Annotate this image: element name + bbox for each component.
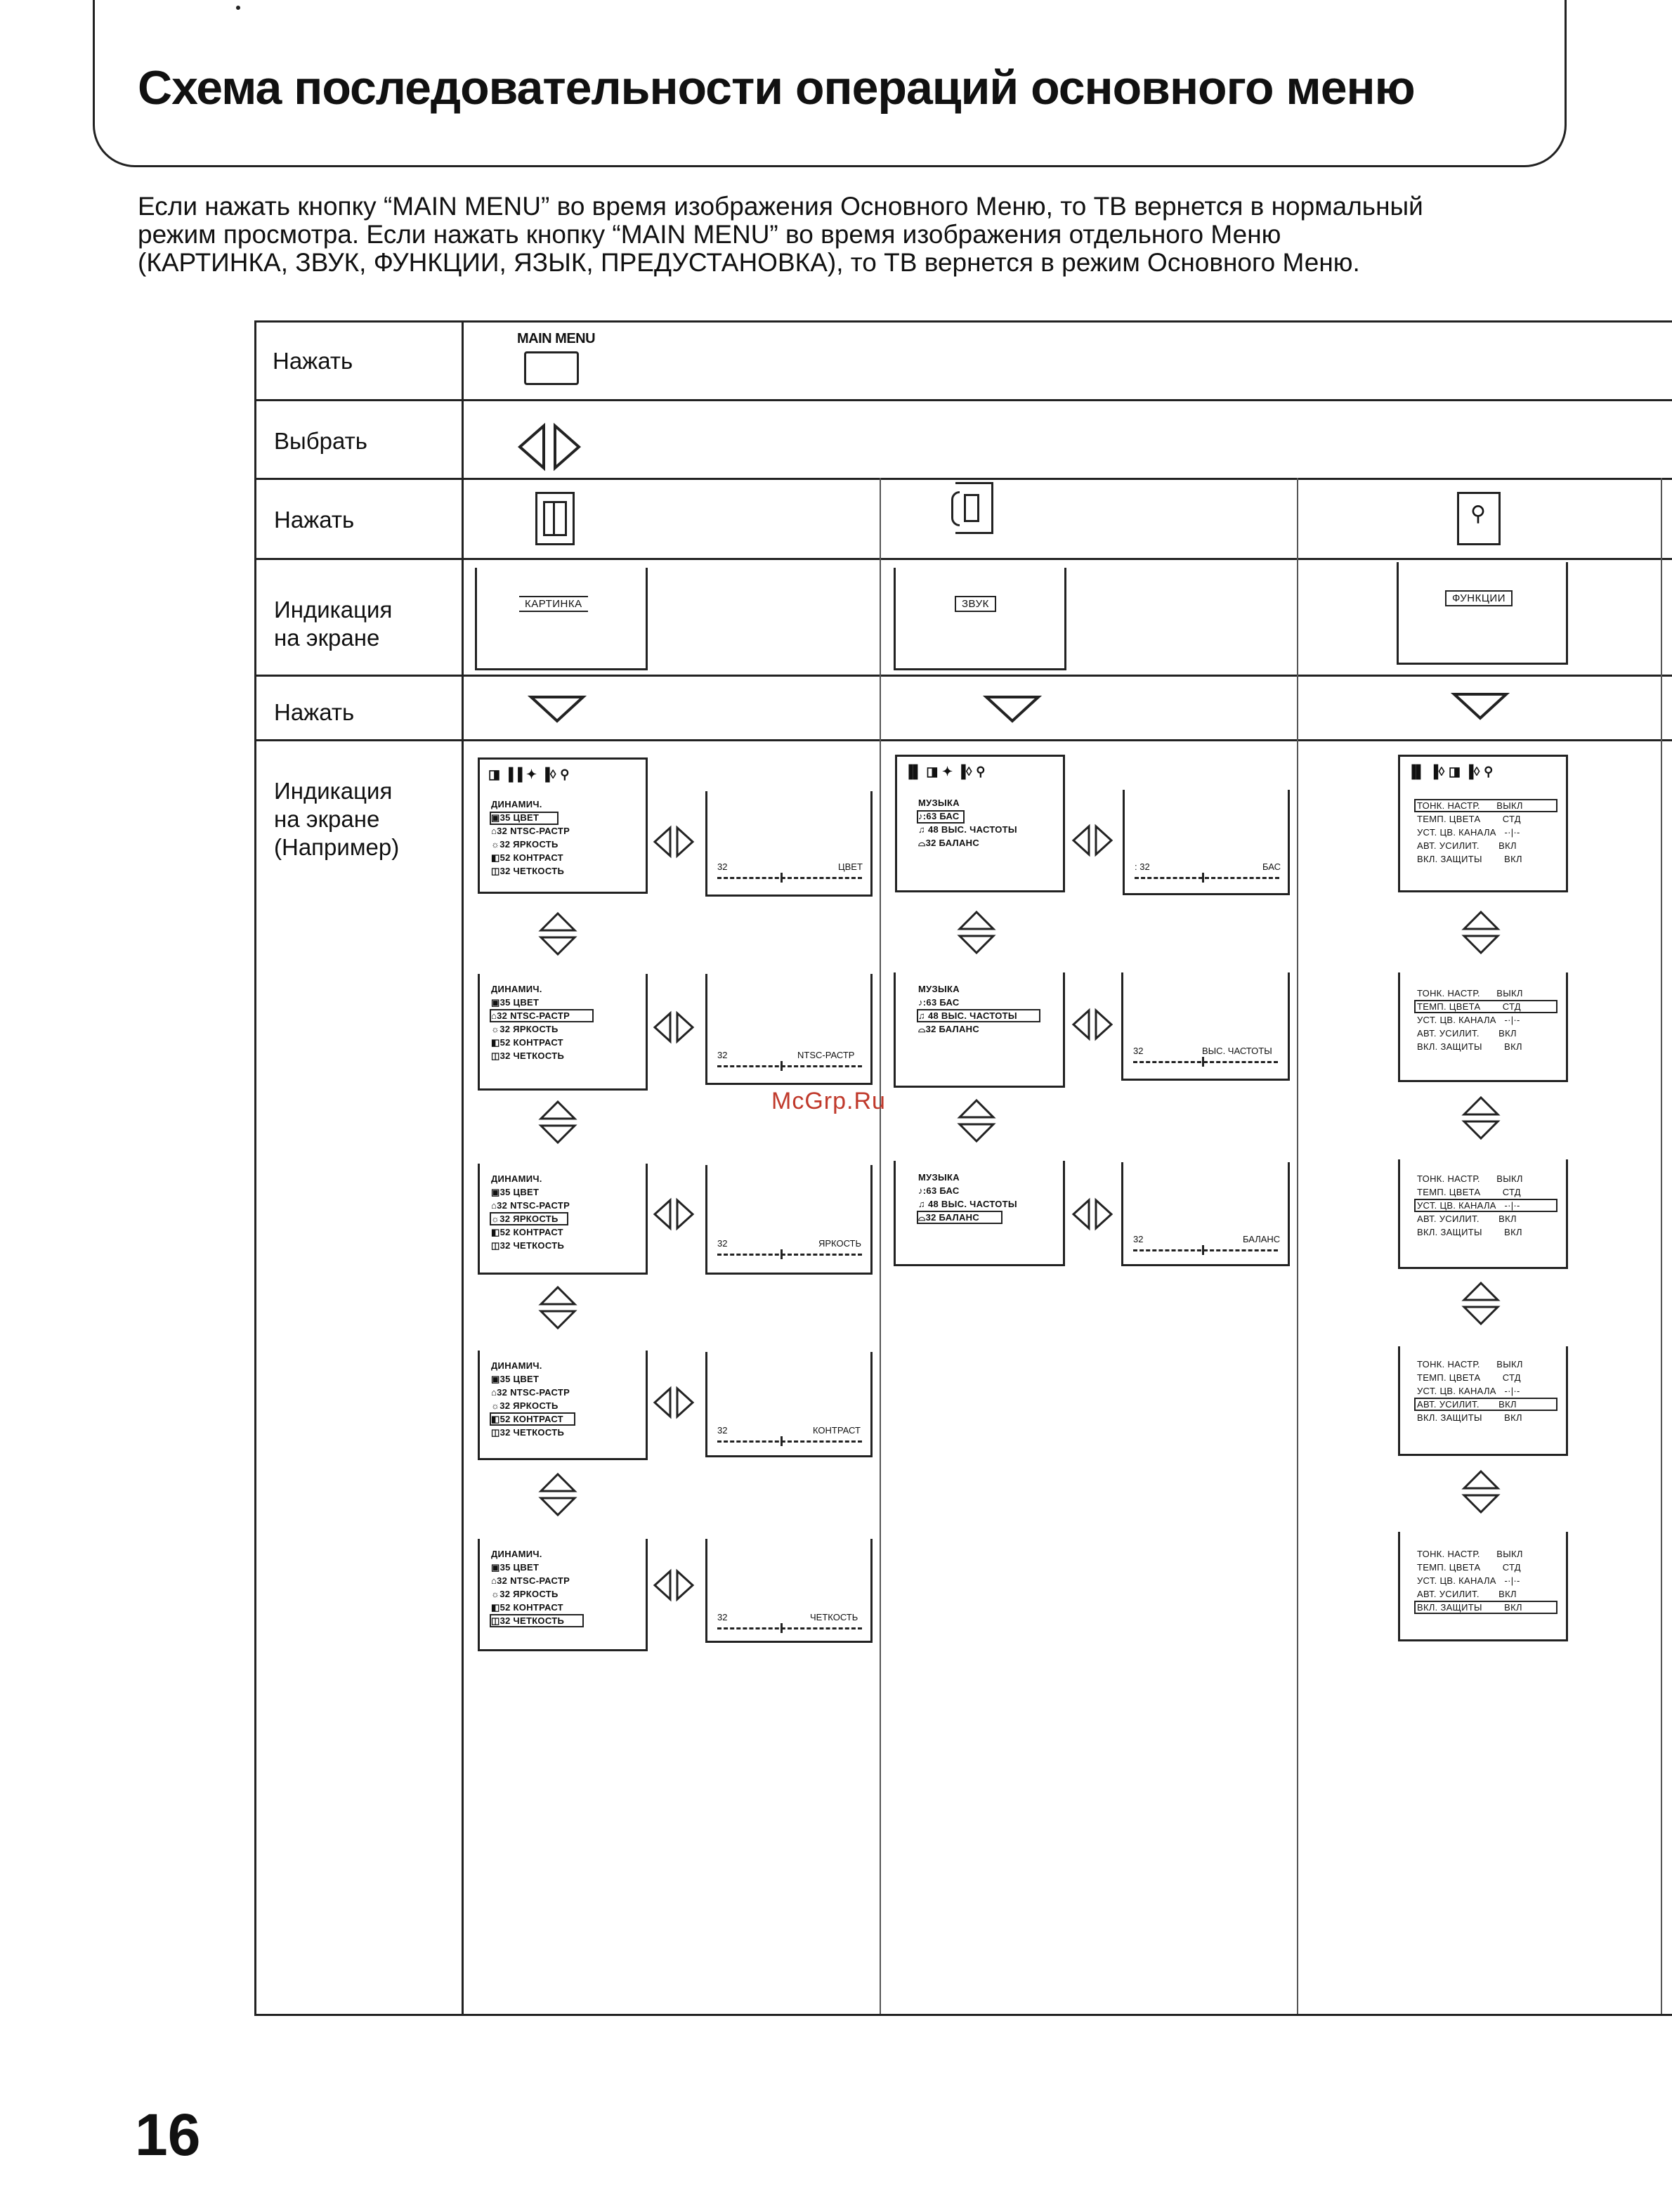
picture-adjust-screen [705,974,873,1085]
adjust-label: ЧЕТКОСТЬ [810,1612,858,1622]
up-down-arrows-icon[interactable] [540,1473,579,1518]
row-label-press-3: Нажать [274,699,355,725]
sound-tab-label: ЗВУК [955,596,996,612]
intro-line-2: режим просмотра. Если нажать кнопку “MAIN MENU” во время изображения отдельного Меню [138,220,1281,249]
sound-adjust-screen [1121,972,1290,1081]
adjust-label: ВЫС. ЧАСТОТЫ [1202,1046,1272,1056]
functions-menu-screen [1398,1159,1568,1269]
functions-menu-icon[interactable]: ⚲ [1457,492,1501,545]
adjust-value: 32 [1133,1234,1144,1244]
up-down-arrows-icon[interactable] [1463,1470,1502,1515]
adjust-label: ЦВЕТ [838,861,863,872]
picture-menu-screen [478,974,648,1091]
picture-adjust-screen [705,1352,873,1457]
sound-menu-screen [894,972,1065,1088]
adjust-label: ЯРКОСТЬ [818,1238,862,1249]
down-arrow-icon[interactable] [1453,693,1509,721]
adjust-value: 32 [717,861,728,872]
picture-menu-screen: ◨ ▐▐ ✦ ▐◊ ⚲ ДИНАМИЧ. ▣35 ЦВЕТ ⌂32 NTSC-РАСТР ☼32 ЯРКОСТЬ ◧52 КОНТРАСТ ◫32 ЧЕТКОСТЬ [478,757,648,894]
picture-menu-list: ДИНАМИЧ. ▣35 ЦВЕТ ⌂32 NTSC-РАСТР ☼32 ЯРКОСТЬ ◧52 КОНТРАСТ ◫32 ЧЕТКОСТЬ [491,799,570,876]
picture-adjust-screen [705,1539,873,1643]
row-label-press-1: Нажать [273,348,353,374]
sound-tab-screen [894,568,1066,670]
main-menu-label: MAIN MENU [517,331,596,346]
sound-menu-list: МУЗЫКА ♪:63 БАС ♫ 48 ВЫС. ЧАСТОТЫ ⌓32 БАЛАНС [918,1172,1017,1223]
page-number: 16 [135,2102,201,2168]
left-right-arrows-icon[interactable] [652,826,697,857]
left-right-arrows-icon[interactable] [652,1199,697,1230]
up-down-arrows-icon[interactable] [540,1286,579,1331]
picture-menu-screen [478,1539,648,1651]
left-right-arrows-icon[interactable] [652,1012,697,1043]
picture-tab-label: КАРТИНКА [519,596,588,612]
picture-menu-screen [478,1164,648,1275]
functions-menu-screen [1398,1532,1568,1641]
picture-menu-screen [478,1351,648,1460]
functions-menu-screen [1398,972,1568,1082]
left-right-arrows-icon[interactable] [652,1570,697,1601]
adjust-label: БАС [1262,861,1281,872]
functions-menu-list: ТОНК. НАСТР. ВЫКЛ ТЕМП. ЦВЕТА СТД УСТ. ЦВ. КАНАЛА -·|·- АВТ. УСИЛИТ. ВКЛ ВКЛ. ЗАЩИТЫ ВКЛ [1417,1173,1523,1237]
adjust-value: 32 [1133,1046,1144,1056]
functions-menu-screen: ▐▌ ▐◊ ◨ ▐◊ ⚲ ТОНК. НАСТР. ВЫКЛ ТЕМП. ЦВЕТА СТД УСТ. ЦВ. КАНАЛА -·|·- АВТ. УСИЛИТ. ВКЛ ВКЛ. ЗАЩИТЫ ВКЛ [1398,755,1568,892]
sound-adjust-screen [1123,790,1290,895]
functions-menu-list: ТОНК. НАСТР. ВЫКЛ ТЕМП. ЦВЕТА СТД УСТ. ЦВ. КАНАЛА -·|·- АВТ. УСИЛИТ. ВКЛ ВКЛ. ЗАЩИТЫ ВКЛ [1417,1359,1523,1423]
sound-menu-list: МУЗЫКА ♪:63 БАС ♫ 48 ВЫС. ЧАСТОТЫ ⌓32 БАЛАНС [918,798,1017,848]
functions-tab-screen [1397,562,1568,665]
functions-tab-label: ФУНКЦИИ [1445,590,1513,606]
adjust-label: NTSC-РАСТР [797,1050,855,1060]
picture-menu-list: ДИНАМИЧ. ▣35 ЦВЕТ ⌂32 NTSC-РАСТР ☼32 ЯРКОСТЬ ◧52 КОНТРАСТ ◫32 ЧЕТКОСТЬ [491,1360,570,1438]
adjust-value: 32 [717,1612,728,1622]
up-down-arrows-icon[interactable] [1463,1282,1502,1327]
functions-menu-list: ТОНК. НАСТР. ВЫКЛ ТЕМП. ЦВЕТА СТД УСТ. ЦВ. КАНАЛА -·|·- АВТ. УСИЛИТ. ВКЛ ВКЛ. ЗАЩИТЫ ВКЛ [1417,1549,1523,1613]
picture-menu-list: ДИНАМИЧ. ▣35 ЦВЕТ ⌂32 NTSC-РАСТР ☼32 ЯРКОСТЬ ◧52 КОНТРАСТ ◫32 ЧЕТКОСТЬ [491,1549,570,1626]
sound-menu-list: МУЗЫКА ♪:63 БАС ♫ 48 ВЫС. ЧАСТОТЫ ⌓32 БАЛАНС [918,984,1017,1034]
functions-menu-screen [1398,1346,1568,1456]
left-right-arrows-icon[interactable] [1071,1199,1116,1230]
watermark: McGrp.Ru [771,1088,886,1114]
picture-menu-list: ДИНАМИЧ. ▣35 ЦВЕТ ⌂32 NTSC-РАСТР ☼32 ЯРКОСТЬ ◧52 КОНТРАСТ ◫32 ЧЕТКОСТЬ [491,984,570,1061]
adjust-label: БАЛАНС [1243,1234,1281,1244]
up-down-arrows-icon[interactable] [540,1100,579,1145]
picture-adjust-screen [705,791,873,897]
intro-line-3: (КАРТИНКА, ЗВУК, ФУНКЦИИ, ЯЗЫК, ПРЕДУСТАНОВКА), то ТВ вернется в режим Основного Меню. [138,248,1360,277]
adjust-value: 32 [717,1425,728,1436]
row-label-press-2: Нажать [274,507,355,533]
functions-menu-list: ТОНК. НАСТР. ВЫКЛ ТЕМП. ЦВЕТА СТД УСТ. ЦВ. КАНАЛА -·|·- АВТ. УСИЛИТ. ВКЛ ВКЛ. ЗАЩИТЫ ВКЛ [1417,988,1523,1052]
main-menu-button[interactable] [524,351,579,385]
adjust-value: 32 [717,1238,728,1249]
up-down-arrows-icon[interactable] [1463,911,1502,956]
sound-menu-screen: ▐▌ ◨ ✦ ▐◊ ⚲ МУЗЫКА ♪:63 БАС ♫ 48 ВЫС. ЧАСТОТЫ ⌓32 БАЛАНС [895,755,1065,892]
left-right-arrows-icon[interactable] [1071,1009,1116,1040]
sound-menu-icon[interactable] [955,482,993,534]
up-down-arrows-icon[interactable] [1463,1096,1502,1141]
left-right-arrows-icon[interactable] [516,423,593,472]
picture-adjust-screen [705,1165,873,1275]
sound-menu-screen [894,1161,1065,1266]
picture-menu-list: ДИНАМИЧ. ▣35 ЦВЕТ ⌂32 NTSC-РАСТР ☼32 ЯРКОСТЬ ◧52 КОНТРАСТ ◫32 ЧЕТКОСТЬ [491,1173,570,1251]
left-right-arrows-icon[interactable] [1071,825,1116,856]
up-down-arrows-icon[interactable] [958,911,998,956]
functions-menu-list: ТОНК. НАСТР. ВЫКЛ ТЕМП. ЦВЕТА СТД УСТ. ЦВ. КАНАЛА -·|·- АВТ. УСИЛИТ. ВКЛ ВКЛ. ЗАЩИТЫ ВКЛ [1417,800,1523,864]
down-arrow-icon[interactable] [530,696,586,724]
adjust-label: КОНТРАСТ [813,1425,861,1436]
down-arrow-icon[interactable] [985,696,1041,724]
adjust-value: 32 [717,1050,728,1060]
up-down-arrows-icon[interactable] [958,1099,998,1144]
picture-tab-screen [475,568,648,670]
up-down-arrows-icon[interactable] [540,912,579,957]
picture-menu-icon[interactable] [535,492,575,545]
adjust-value: : 32 [1135,861,1150,872]
print-dot [236,6,240,10]
left-right-arrows-icon[interactable] [652,1387,697,1418]
page-title: Схема последовательности операций основного меню [138,61,1415,115]
row-label-select: Выбрать [274,428,367,454]
row-label-display-1: Индикация на экране [274,597,393,651]
sound-adjust-screen [1121,1162,1290,1266]
intro-paragraph [138,193,1578,277]
intro-line-1: Если нажать кнопку “MAIN MENU” во время изображения Основного Меню, то ТВ вернется в нормальный [138,192,1423,221]
row-label-display-2: Индикация на экране (Например) [274,778,400,860]
